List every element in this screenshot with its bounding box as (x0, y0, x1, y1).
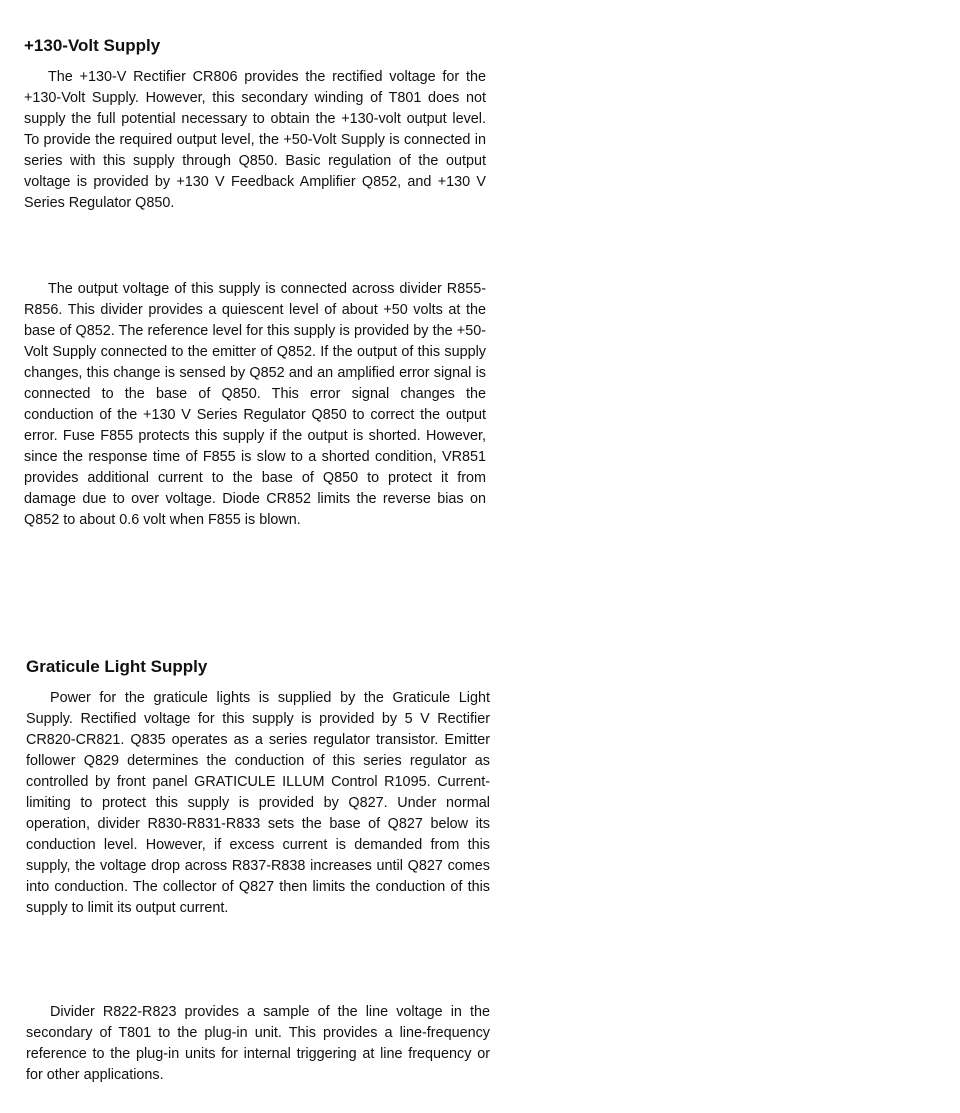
paragraph-130v-output-regulation: The output voltage of this supply is connected across divider R855-R856. This divider provides a quiescent level of about +50 volts at the base of Q852. The reference level for this supply is provided by the +50-Volt Supply connected to the emitter of Q852. If the output of this supply changes, this change is sensed by Q852 and an amplified error signal is connected to the base of Q850. This error signal changes the conduction of the +130 V Series Regulator Q850 to correct the output error. Fuse F855 protects this supply if the output is shorted. However, since the response time of F855 is slow to a shorted condition, VR851 provides additional current to the base of Q850 to protect it from damage due to over voltage. Diode CR852 limits the reverse bias on Q852 to about 0.6 volt when F855 is blown. (24, 281, 486, 528)
paragraph-130v-rectifier: The +130-V Rectifier CR806 provides the rectified voltage for the +130-Volt Supply. However, this secondary winding of T801 does not supply the full potential necessary to obtain the +130-volt output level. To provide the required output level, the +50-Volt Supply is connected in series with this supply through Q850. Basic regulation of the output voltage is provided by +130 V Feedback Amplifier Q852, and +130 V Series Regulator Q850. (24, 69, 486, 211)
section-heading-graticule-light-supply: Graticule Light Supply (26, 657, 208, 676)
paragraph-line-voltage-divider: Divider R822-R823 provides a sample of the line voltage in the secondary of T801 to the plug-in unit. This provides a line-frequency reference to the plug-in units for internal triggering at line frequency or for other applications. (26, 1004, 490, 1083)
paragraph-graticule-power: Power for the graticule lights is supplied by the Graticule Light Supply. Rectified voltage for this supply is provided by 5 V Rectifier CR820-CR821. Q835 operates as a series regulator transistor. Emitter follower Q829 determines the conduction of this series regulator as controlled by front panel GRATICULE ILLUM Control R1095. Current-limiting to protect this supply is provided by Q827. Under normal operation, divider R830-R831-R833 sets the base of Q827 below its conduction level. However, if excess current is demanded from this supply, the voltage drop across R837-R838 increases until Q827 comes into conduction. The collector of Q827 then limits the conduction of this supply to limit its output current. (26, 690, 490, 916)
section-heading-130-volt-supply: +130-Volt Supply (24, 36, 161, 55)
